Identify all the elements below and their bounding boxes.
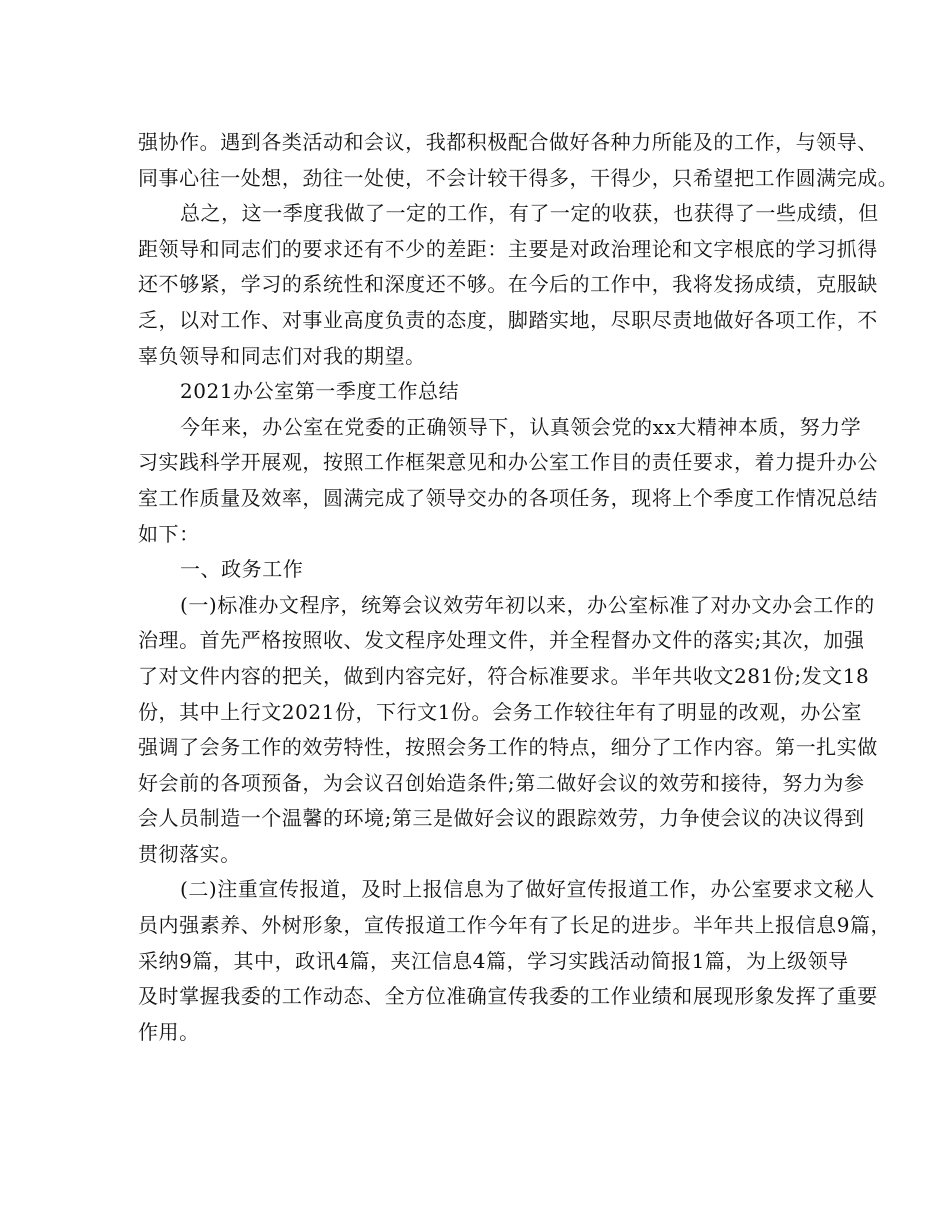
text-line: 贯彻落实。 [138,841,241,866]
text-line: 员内强素养、外树形象，宣传报道工作今年有了长足的进步。半年共上报信息9篇， [138,913,892,938]
text-line: 同事心往一处想，劲往一处使，不会计较干得多，干得少，只希望把工作圆满完成。 [138,165,899,190]
section-heading: 一、政务工作 [180,557,304,582]
text-line: 采纳9篇，其中，政讯4篇，夹江信息4篇，学习实践活动简报1篇，为上级领导 [138,948,849,973]
text-line: 还不够紧，学习的系统性和深度还不够。在今后的工作中，我将发扬成绩，克服缺 [138,272,878,297]
text-line: 强调了会务工作的效劳特性，按照会务工作的特点，细分了工作内容。第一扎实做 [138,735,878,760]
text-line: 乏，以对工作、对事业高度负责的态度，脚踏实地，尽职尽责地做好各项工作，不 [138,307,878,332]
text-line: 了对文件内容的把关，做到内容完好，符合标准要求。半年共收文281份;发文18 [138,663,870,688]
text-line: 作用。 [138,1019,200,1044]
document-page [138,125,899,1050]
section-title: 2021办公室第一季度工作总结 [180,379,460,404]
paragraph-start-line: (一)标准办文程序，统筹会议效劳年初以来，办公室标准了对办文办会工作的 [180,592,875,617]
paragraph-start-line: (二)注重宣传报道，及时上报信息为了做好宣传报道工作，办公室要求文秘人 [180,877,875,902]
text-line: 如下： [138,521,200,546]
text-line: 份，其中上行文2021份，下行文1份。会务工作较往年有了明显的改观，办公室 [138,699,862,724]
paragraph-start-line: 总之，这一季度我做了一定的工作，有了一定的收获，也获得了一些成绩，但 [180,201,879,226]
text-line: 会人员制造一个温馨的环境;第三是做好会议的跟踪效劳，力争使会议的决议得到 [138,806,865,831]
text-line: 治理。首先严格按照收、发文程序处理文件，并全程督办文件的落实;其次，加强 [138,628,865,653]
text-line: 好会前的各项预备，为会议召创始造条件;第二做好会议的效劳和接待，努力为参 [138,770,865,795]
text-line: 习实践科学开展观，按照工作框架意见和办公室工作目的责任要求，着力提升办公 [138,450,878,475]
text-line: 及时掌握我委的工作动态、全方位准确宣传我委的工作业绩和展现形象发挥了重要 [138,984,878,1009]
paragraph-start-line: 今年来，办公室在党委的正确领导下，认真领会党的xx大精神本质，努力学 [180,414,862,439]
text-line: 距领导和同志们的要求还有不少的差距：主要是对政治理论和文字根底的学习抓得 [138,236,878,261]
text-line: 室工作质量及效率，圆满完成了领导交办的各项任务，现将上个季度工作情况总结 [138,485,878,510]
text-line: 辜负领导和同志们对我的期望。 [138,343,426,368]
text-line: 强协作。遇到各类活动和会议，我都积极配合做好各种力所能及的工作，与领导、 [138,130,878,154]
